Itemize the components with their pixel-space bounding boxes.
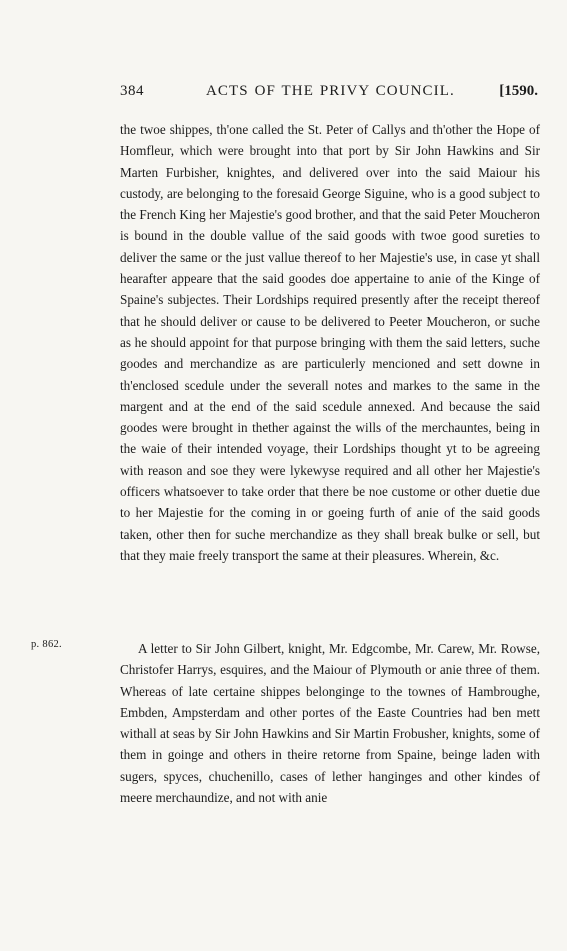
header-year: [1590. [499, 83, 538, 99]
page-number: 384 [120, 83, 144, 99]
paragraph-2: A letter to Sir John Gilbert, knight, Mr. Edgcombe, Mr. Carew, Mr. Rowse, Christofer Harrys, esquires, and the Maiour of Plymouth or anie three of them. Whereas of late certaine shippes belonginge to the townes of Hambroughe, Embden, Ampsterdam and other portes of the Easte Countries had ben mett withall at seas by Sir John Hawkins and Sir Martin Frobusher, knights, some of them in goinge and others in theire retorne from Spaine, beinge laden with sugers, spyces, chuchenillo, cases of lether hanginges and other kindes of meere merchaundize, and not with anie [120, 641, 540, 806]
running-title: ACTS OF THE PRIVY COUNCIL. [206, 83, 455, 99]
paragraph-1: the twoe shippes, th'one called the St. Peter of Callys and th'other the Hope of Homfleur, which were brought into that port by Sir John Hawkins and Sir Marten Furbisher, knightes, and delivered over into the said Maiour his custody, are belonging to the foresaid George Siguine, who is a good subject to the French King her Majestie's good brother, and that the said Peter Moucheron is bound in the double vallue of the said goods with twoe good sureties to deliver the same or the just vallue thereof to her Majestie's use, in case yt shall hearafter appeare that the said goodes doe appertaine to anie of the Kinge of Spaine's subjectes. Their Lordships required presently after the receipt thereof that he should deliver or cause to be delivered to Peeter Moucheron, or suche as he should appoint for that purpose bringing with them the said letters, suche goodes and merchandize as are particulerly mencioned and sett downe in th'enclosed scedule under the severall notes and markes to the same in the margent and at the end of the said scedule annexed. And because the said goodes were brought in thether against the wills of the merchauntes, being in the waie of their intended voyage, their Lordships thought yt to be agreeing with reason and soe they were lykewyse required and all other her Majestie's officers whatsoever to take order that there be noe custome or other duetie due to her Majestie for the coming in or goeing furth of anie of the said goods taken, other then for suche merchandize as they shall break bulke or sell, but that they maie freely transport the same at their pleasures. Wherein, &c. [120, 122, 540, 563]
margin-note: p. 862. [31, 639, 62, 650]
page-header [120, 83, 538, 105]
